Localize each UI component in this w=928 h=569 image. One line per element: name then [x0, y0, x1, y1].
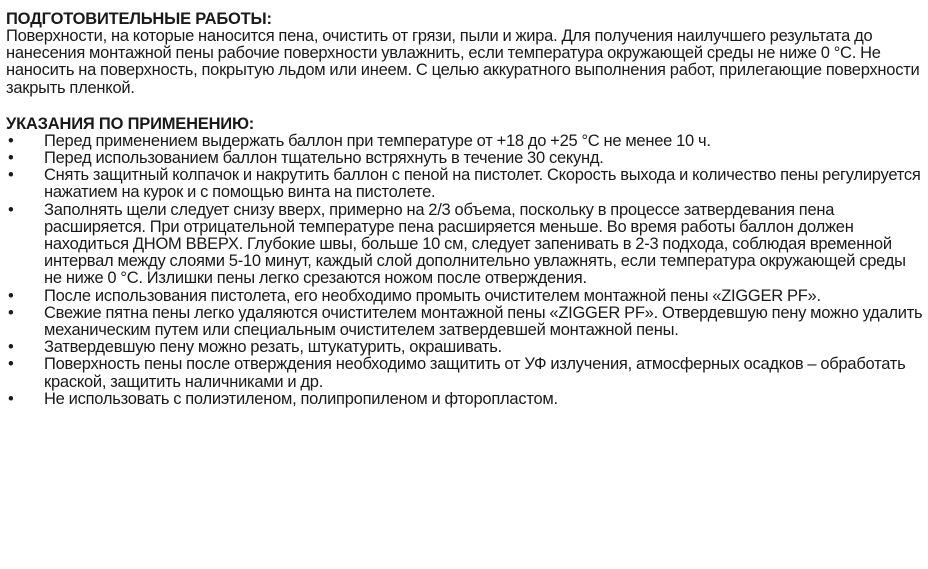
- section-spacer: [6, 97, 924, 116]
- document: [6, 11, 924, 408]
- bullet-icon: •: [8, 389, 14, 408]
- list-item-text: Снять защитный колпачок и накрутить баллон с пеной на пистолет. Скорость выхода и количество пены регулируется нажатием на курок и с помощью винта на пистолете.: [44, 166, 921, 202]
- list-item-text: Затвердевшую пену можно резать, штукатурить, окрашивать.: [44, 338, 502, 357]
- list-item-text: Свежие пятна пены легко удаляются очистителем монтажной пены «ZIGGER PF». Отвердевшую пену можно удалить механическим путем или специальным очистителем затвердевшей монтажной пены.: [44, 303, 923, 340]
- list-item: [6, 202, 924, 288]
- list-item: [6, 133, 924, 150]
- preparation-heading: ПОДГОТОВИТЕЛЬНЫЕ РАБОТЫ:: [6, 10, 272, 28]
- list-item: [6, 339, 924, 356]
- list-item: [6, 167, 924, 201]
- bullet-icon: •: [8, 355, 14, 374]
- list-item-text: Перед применением выдержать баллон при температуре от +18 до +25 °С не менее 10 ч.: [44, 131, 711, 150]
- bullet-icon: •: [8, 166, 14, 185]
- list-item: [6, 305, 924, 339]
- list-item-text: Перед использованием баллон тщательно встряхнуть в течение 30 секунд.: [44, 149, 604, 168]
- instructions-section: [6, 116, 924, 408]
- list-item-text: Поверхность пены после отверждения необходимо защитить от УФ излучения, атмосферных осадков – обработать краской, защитить наличниками и др.: [44, 355, 906, 391]
- bullet-icon: •: [8, 200, 14, 219]
- preparation-text: Поверхности, на которые наносится пена, очистить от грязи, пыли и жира. Для получения наилучшего результата до нанесения монтажной пены рабочие поверхности увлажнить, если температура окружающей среды не ниже 0 °С. Не наносить на поверхность, покрытую льдом или инеем. С целью аккуратного выполнения работ, прилегающие поверхности закрыть пленкой.: [6, 27, 920, 97]
- list-item-text: После использования пистолета, его необходимо промыть очистителем монтажной пены «ZIGGER PF».: [44, 286, 821, 305]
- list-item: [6, 391, 924, 408]
- list-item-text: Заполнять щели следует снизу вверх, примерно на 2/3 объема, поскольку в процессе затвердевания пена расширяется. При отрицательной температуре пена расширяется меньше. Во время работы баллон должен находиться ДНОМ ВВЕРХ. Глубокие швы, больше 10 см, следует запенивать в 2-3 подхода, соблюдая временной интервал между слоями 5-10 минут, каждый слой дополнительно увлажнять, если температура окружающей среды не ниже 0 °С. Излишки пены легко срезаются ножом после отверждения.: [44, 200, 906, 288]
- preparation-section: [6, 11, 924, 97]
- list-item: [6, 288, 924, 305]
- bullet-icon: •: [8, 131, 14, 150]
- bullet-icon: •: [8, 149, 14, 168]
- instructions-list: [6, 133, 924, 408]
- bullet-icon: •: [8, 303, 14, 322]
- list-item: [6, 150, 924, 167]
- list-item-text: Не использовать с полиэтиленом, полипропиленом и фторопластом.: [44, 389, 558, 408]
- bullet-icon: •: [8, 286, 14, 305]
- instructions-heading: УКАЗАНИЯ ПО ПРИМЕНЕНИЮ:: [6, 114, 255, 133]
- bullet-icon: •: [8, 338, 14, 357]
- list-item: [6, 356, 924, 390]
